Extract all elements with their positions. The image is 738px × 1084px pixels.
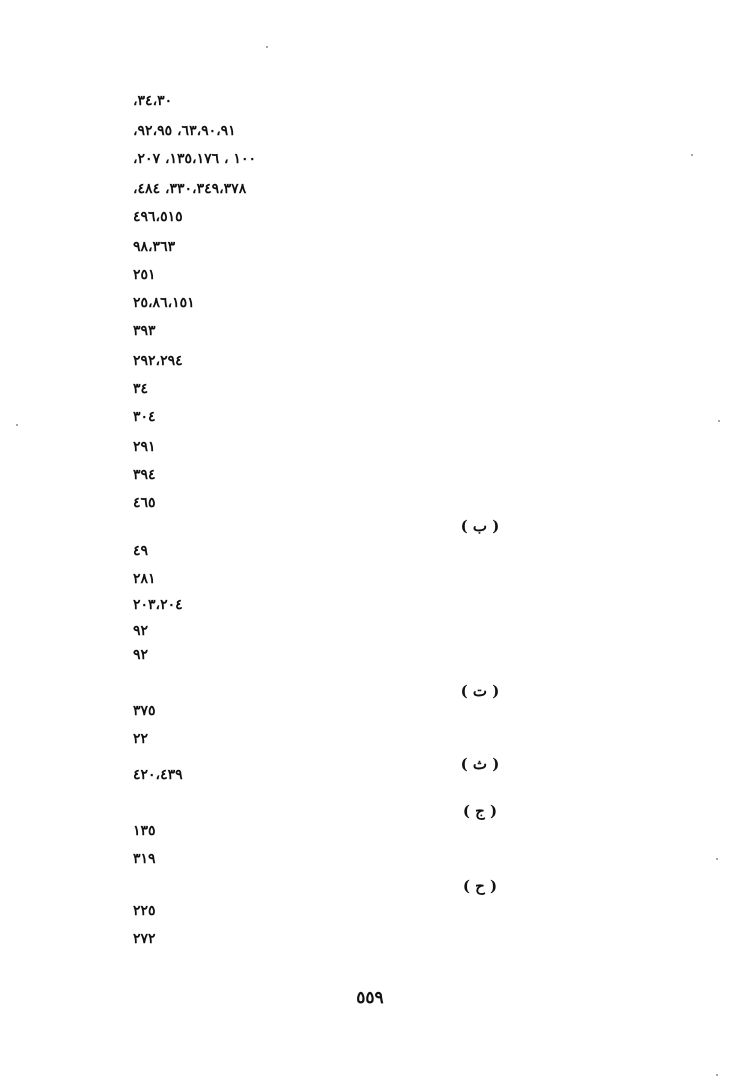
page-references: ٢٢٥ [133,903,156,919]
page-references: ٩٢ [133,623,149,639]
page-references: ١٠٠ ، ١٣٥،١٧٦، ٢٠٧، [133,151,256,167]
section-heading: ( ت ) [460,682,500,700]
page-references: ٣٣٠،٣٤٩،٣٧٨، ٤٨٤، [133,181,247,197]
page-references: ٢٥١ [133,267,156,283]
page-references: ٣٤،٣٠، [133,93,173,109]
page-references: ٢٠٣،٢٠٤ [133,597,183,613]
page-references: ٢٩١ [133,439,156,455]
page-references: ٩٢ [133,647,149,663]
section-heading: ( ب ) [460,517,500,535]
scan-speck [718,420,720,422]
page-references: ٢٨١ [133,571,156,587]
page-references: ٣١٩ [133,851,156,867]
page-number: ٥٥٩ [356,988,384,1008]
page-references: ٢٥،٨٦،١٥١ [133,295,195,311]
page-references: ٣٧٥ [133,703,156,719]
page-references: ١٣٥ [133,823,156,839]
scan-speck [691,154,693,156]
page-references: ٤٦٥ [133,495,156,511]
page-references: ٦٣،٩٠،٩١، ٩٢،٩٥، [133,123,236,139]
scan-speck [716,1074,718,1076]
page-references: ٢٧٢ [133,931,156,947]
page-references: ٢٩٢،٢٩٤ [133,353,183,369]
page-references: ٢٢ [133,731,149,747]
page-references: ٤٩ [133,543,149,559]
page-references: ٣٤ [133,381,149,397]
page-references: ٣٩٣ [133,323,156,339]
section-heading: ( ح ) [462,877,498,895]
section-heading: ( ث ) [460,755,500,773]
scan-speck [716,858,718,860]
page-references: ٩٨،٣٦٣ [133,239,176,255]
page-references: ٤٩٦،٥١٥ [133,209,183,225]
section-heading: ( ج ) [462,802,498,820]
page-references: ٤٢٠،٤٣٩ [133,767,183,783]
scan-speck [16,424,18,426]
scan-speck [266,46,268,48]
page-references: ٣٩٤ [133,467,156,483]
page-references: ٣٠٤ [133,409,156,425]
